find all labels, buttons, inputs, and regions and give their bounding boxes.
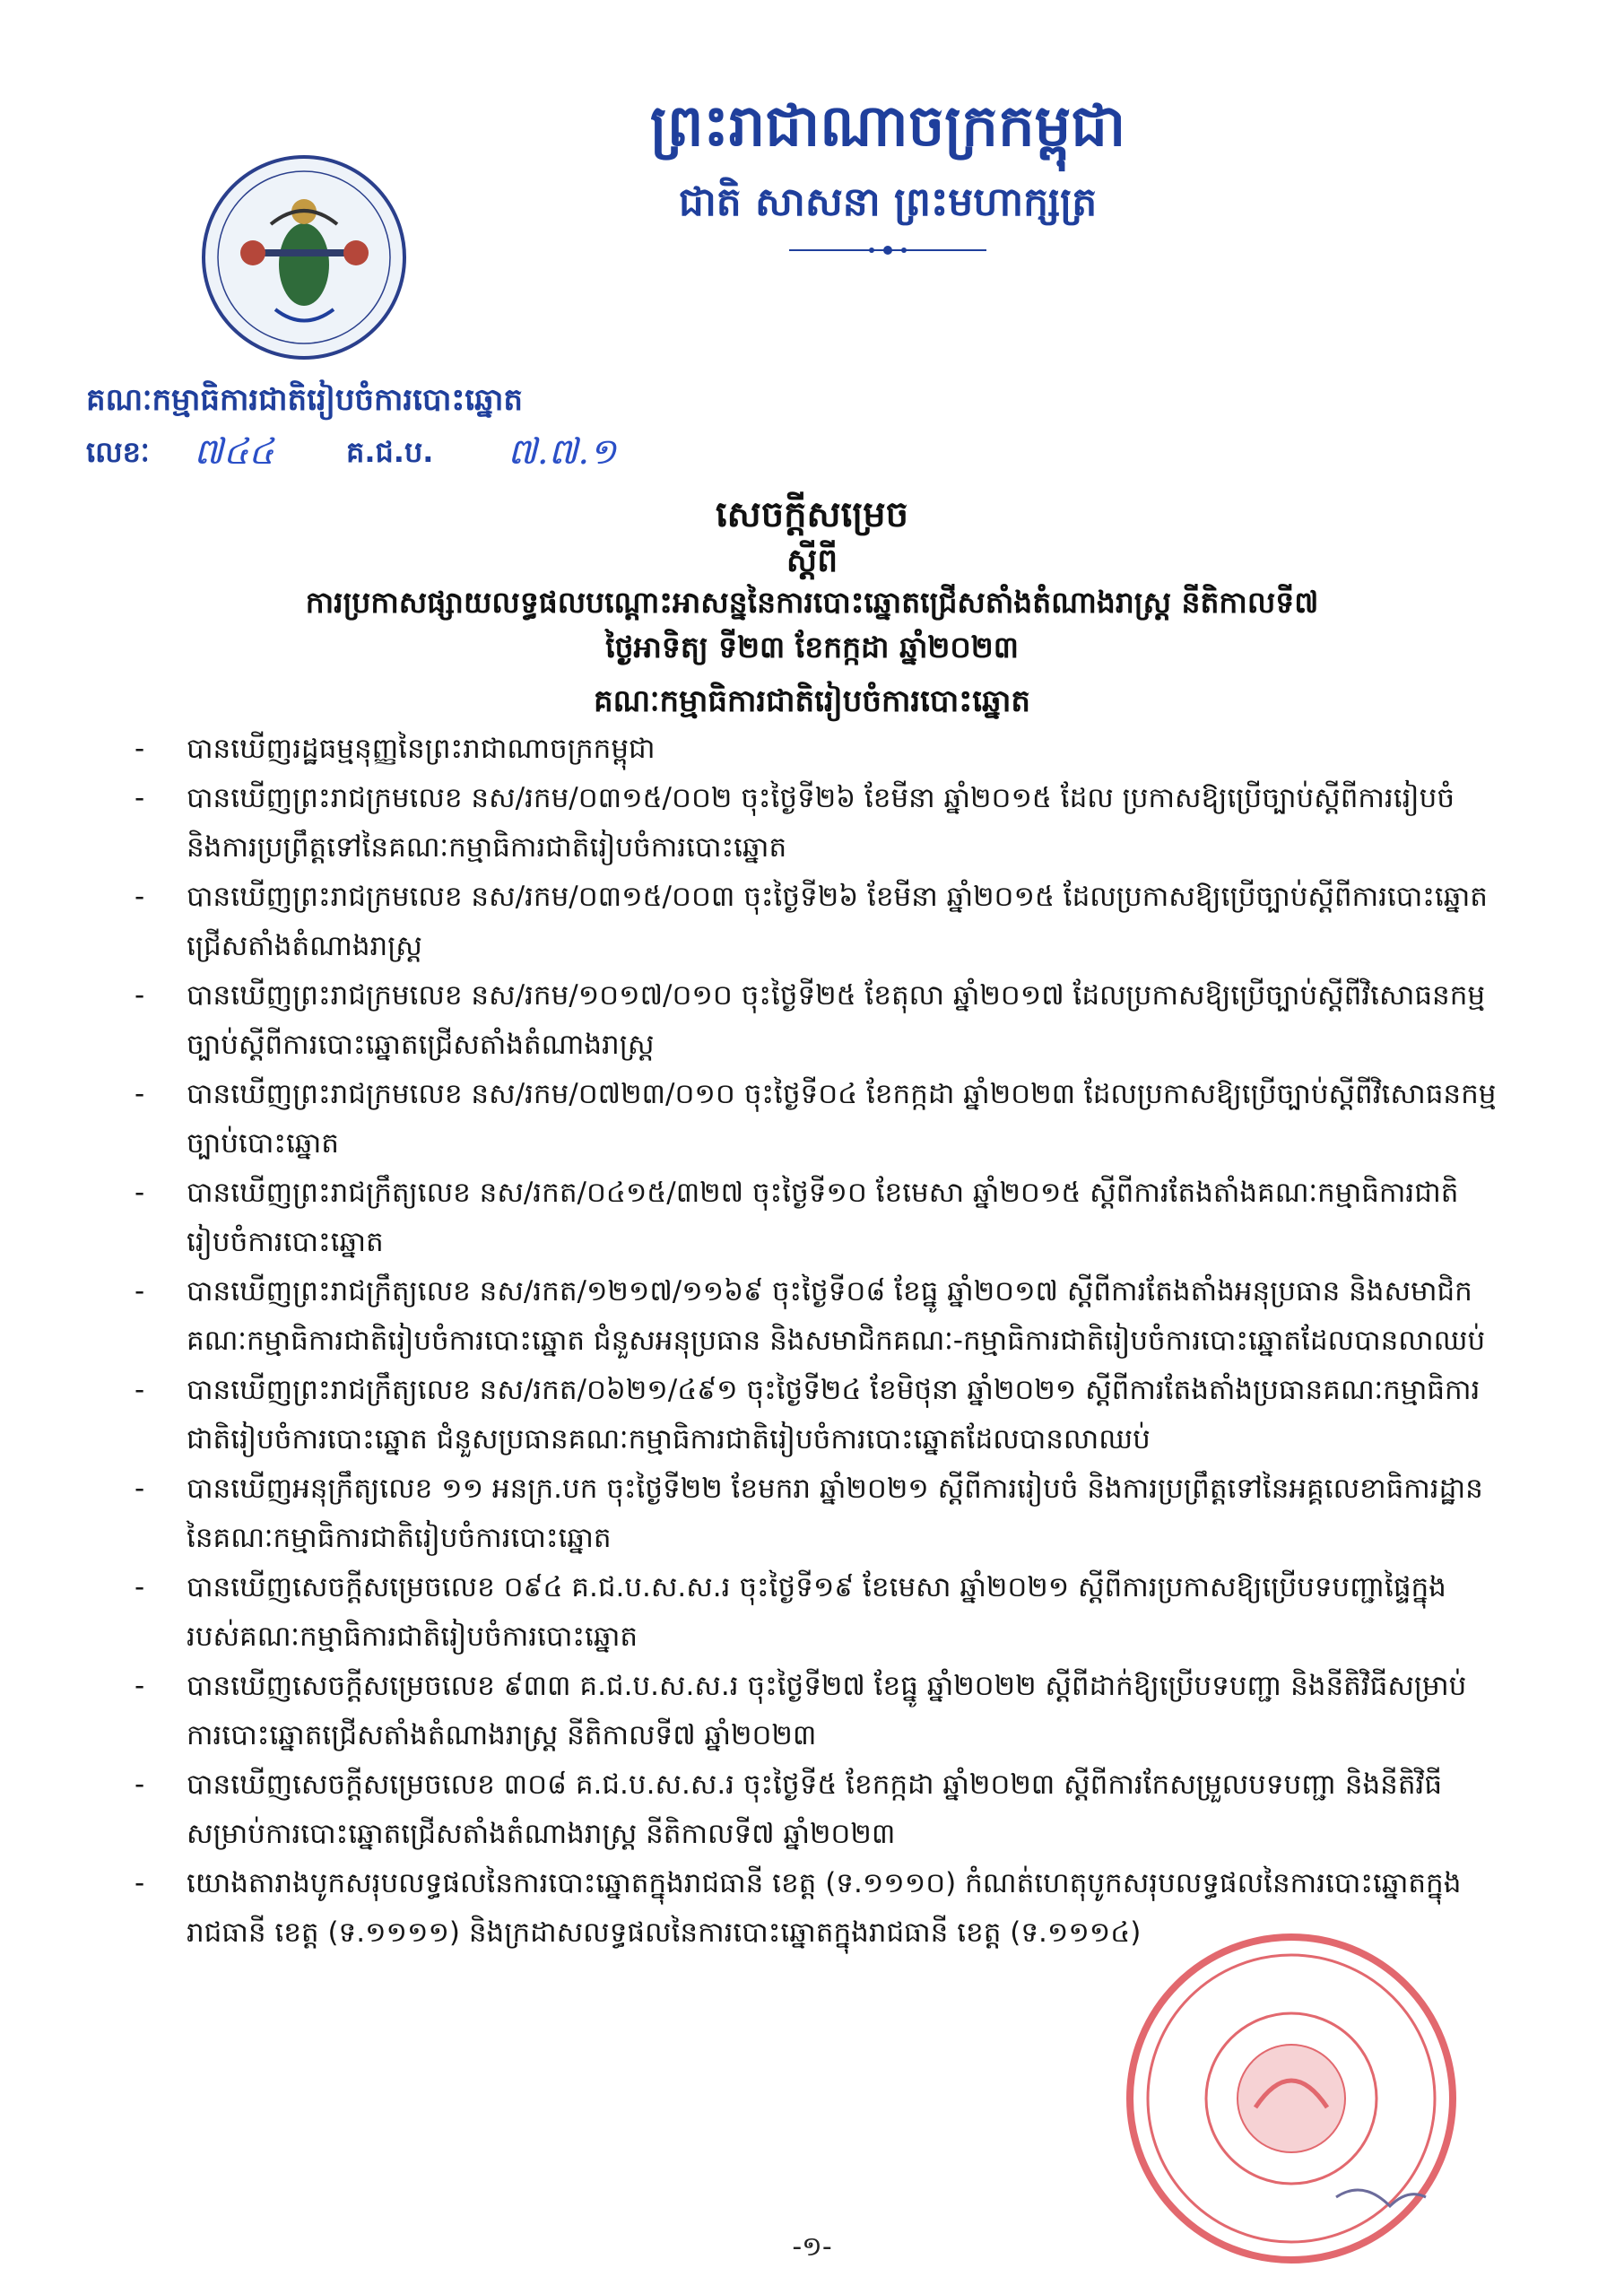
clause-text: បានឃើញរដ្ឋធម្មនុញ្ញនៃព្រះរាជាណាចក្រកម្ពុជា	[187, 733, 656, 765]
preamble-clause	[135, 873, 1498, 971]
bullet-dash: -	[135, 733, 145, 765]
clause-text: បានឃើញព្រះរាជក្រមលេខ នស/រកម/០៣១៥/០០២ ចុះថ្ងៃទី២៦ ខែមីនា ឆ្នាំ២០១៥ ដែល ប្រកាសឱ្យប្រើច្បាប់ស្តីពីការរៀបចំ និងការប្រព្រឹត្តទៅនៃគណៈកម្មាធិការជាតិរៀបចំការបោះឆ្នោត	[187, 782, 1455, 864]
clause-text: បានឃើញសេចក្តីសម្រេចលេខ ៩៣៣ គ.ជ.ប.ស.ស.រ ចុះថ្ងៃទី២៧ ខែធ្នូ ឆ្នាំ២០២២ ស្តីពីដាក់ឱ្យប្រើបទបញ្ជា និងនីតិវិធីសម្រាប់ការបោះឆ្នោតជ្រើសតាំងតំណាងរាស្ត្រ នីតិកាលទី៧ ឆ្នាំ២០២៣	[187, 1670, 1467, 1751]
bullet-dash: -	[135, 1867, 145, 1899]
reference-line	[86, 429, 714, 482]
bullet-dash: -	[135, 979, 145, 1012]
kingdom-title: ព្រះរាជាណាចក្រកម្ពុជា	[649, 92, 1126, 160]
clause-text: យោងតារាងបូកសរុបលទ្ធផលនៃការបោះឆ្នោតក្នុងរាជធានី ខេត្ត (ទ.១១១០) កំណត់ហេតុបូកសរុបលទ្ធផលនៃការបោះឆ្នោតក្នុងរាជធានី ខេត្ត (ទ.១១១១) និងក្រដាសលទ្ធផលនៃការបោះឆ្នោតក្នុងរាជធានី ខេត្ត (ទ.១១១៤)	[187, 1867, 1462, 1949]
national-motto: ជាតិ សាសនា ព្រះមហាក្សត្រ	[678, 179, 1098, 225]
ornament-divider	[789, 242, 986, 258]
preamble-clause	[135, 1366, 1498, 1464]
preamble-clause	[135, 971, 1498, 1070]
reference-date: ៧.៧.១	[508, 431, 617, 473]
clause-text: បានឃើញព្រះរាជក្រឹត្យលេខ នស/រកត/១២១៧/១១៦៩ ចុះថ្ងៃទី០៨ ខែធ្នូ ឆ្នាំ២០១៧ ស្តីពីការតែងតាំងអនុប្រធាន និងសមាជិកគណៈកម្មាធិការជាតិរៀបចំការបោះឆ្នោត ជំនួសអនុប្រធាន និងសមាជិកគណៈ-កម្មាធិការជាតិរៀបចំការបោះឆ្នោតដែលបានលាឈប់	[187, 1275, 1486, 1357]
decision-subject: ការប្រកាសផ្សាយលទ្ធផលបណ្តោះអាសន្ននៃការបោះឆ្នោតជ្រើសតាំងតំណាងរាស្ត្រ នីតិកាលទី៧	[305, 585, 1319, 620]
preamble-clause	[135, 1070, 1498, 1169]
decision-election-date: ថ្ងៃអាទិត្យ ទី២៣ ខែកក្កដា ឆ្នាំ២០២៣	[605, 630, 1019, 665]
preamble-clause	[135, 1662, 1498, 1760]
bullet-dash: -	[135, 1177, 145, 1209]
issuing-authority: គណៈកម្មាធិការជាតិរៀបចំការបោះឆ្នោត	[86, 382, 524, 418]
bullet-dash: -	[135, 1275, 145, 1308]
bullet-dash: -	[135, 1768, 145, 1801]
bullet-dash: -	[135, 1571, 145, 1603]
bullet-dash: -	[135, 1374, 145, 1406]
decision-title: សេចក្តីសម្រេច	[715, 494, 909, 535]
reference-label: លេខៈ	[86, 435, 150, 469]
clause-text: បានឃើញសេចក្តីសម្រេចលេខ ០៩៤ គ.ជ.ប.ស.ស.រ ចុះថ្ងៃទី១៩ ខែមេសា ឆ្នាំ២០២១ ស្តីពីការប្រកាសឱ្យប្រើបទបញ្ជាផ្ទៃក្នុងរបស់គណៈកម្មាធិការជាតិរៀបចំការបោះឆ្នោត	[187, 1571, 1446, 1653]
preamble-clause	[135, 1760, 1498, 1859]
preamble-clause	[135, 774, 1498, 873]
preamble-clause	[135, 1169, 1498, 1267]
preamble-clause	[135, 1267, 1498, 1366]
clause-text: បានឃើញអនុក្រឹត្យលេខ ១១ អនក្រ.បក ចុះថ្ងៃទី២២ ខែមករា ឆ្នាំ២០២១ ស្តីពីការរៀបចំ និងការប្រព្រឹត្តទៅនៃអគ្គលេខាធិការដ្ឋាននៃគណៈកម្មាធិការជាតិរៀបចំការបោះឆ្នោត	[187, 1473, 1483, 1554]
clause-text: បានឃើញព្រះរាជក្រមលេខ នស/រកម/០៣១៥/០០៣ ចុះថ្ងៃទី២៦ ខែមីនា ឆ្នាំ២០១៥ ដែលប្រកាសឱ្យប្រើច្បាប់ស្តីពីការបោះឆ្នោតជ្រើសតាំងតំណាងរាស្ត្រ	[187, 881, 1488, 962]
page-number: -១-	[792, 2231, 832, 2263]
bullet-dash: -	[135, 1670, 145, 1702]
reference-code: គ.ជ.ប.	[346, 435, 434, 469]
clause-text: បានឃើញព្រះរាជក្រឹត្យលេខ នស/រកត/០៤១៥/៣២៧ ចុះថ្ងៃទី១០ ខែមេសា ឆ្នាំ២០១៥ ស្តីពីការតែងតាំងគណៈកម្មាធិការជាតិរៀបចំការបោះឆ្នោត	[187, 1177, 1459, 1258]
official-seal-stamp	[1121, 1928, 1462, 2269]
nec-emblem-logo	[199, 152, 410, 363]
preamble-clause	[135, 1464, 1498, 1563]
decision-subject-label: ស្តីពី	[786, 543, 838, 579]
clause-text: បានឃើញព្រះរាជក្រមលេខ នស/រកម/១០១៧/០១០ ចុះថ្ងៃទី២៥ ខែតុលា ឆ្នាំ២០១៧ ដែលប្រកាសឱ្យប្រើច្បាប់ស្តីពីវិសោធនកម្មច្បាប់ស្តីពីការបោះឆ្នោតជ្រើសតាំងតំណាងរាស្ត្រ	[187, 979, 1486, 1061]
bullet-dash: -	[135, 1473, 145, 1505]
preamble-clause	[135, 1563, 1498, 1662]
reference-number: ៧៤៤	[194, 431, 274, 473]
bullet-dash: -	[135, 1078, 145, 1110]
clause-text: បានឃើញព្រះរាជក្រមលេខ នស/រកម/០៧២៣/០១០ ចុះថ្ងៃទី០៤ ខែកក្កដា ឆ្នាំ២០២៣ ដែលប្រកាសឱ្យប្រើច្បាប់ស្តីពីវិសោធនកម្មច្បាប់បោះឆ្នោត	[187, 1078, 1497, 1160]
clause-text: បានឃើញសេចក្តីសម្រេចលេខ ៣០៨ គ.ជ.ប.ស.ស.រ ចុះថ្ងៃទី៥ ខែកក្កដា ឆ្នាំ២០២៣ ស្តីពីការកែសម្រួលបទបញ្ជា និងនីតិវិធីសម្រាប់ការបោះឆ្នោតជ្រើសតាំងតំណាងរាស្ត្រ នីតិកាលទី៧ ឆ្នាំ២០២៣	[187, 1768, 1443, 1850]
decision-issuer: គណៈកម្មាធិការជាតិរៀបចំការបោះឆ្នោត	[593, 683, 1030, 719]
bullet-dash: -	[135, 782, 145, 814]
bullet-dash: -	[135, 881, 145, 913]
preamble-clause	[135, 725, 1498, 774]
clause-text: បានឃើញព្រះរាជក្រឹត្យលេខ នស/រកត/០៦២១/៤៩១ ចុះថ្ងៃទី២៤ ខែមិថុនា ឆ្នាំ២០២១ ស្តីពីការតែងតាំងប្រធានគណៈកម្មាធិការជាតិរៀបចំការបោះឆ្នោត ជំនួសប្រធានគណៈកម្មាធិការជាតិរៀបចំការបោះឆ្នោតដែលបានលាឈប់	[187, 1374, 1481, 1455]
preamble-clauses	[135, 725, 1498, 1958]
